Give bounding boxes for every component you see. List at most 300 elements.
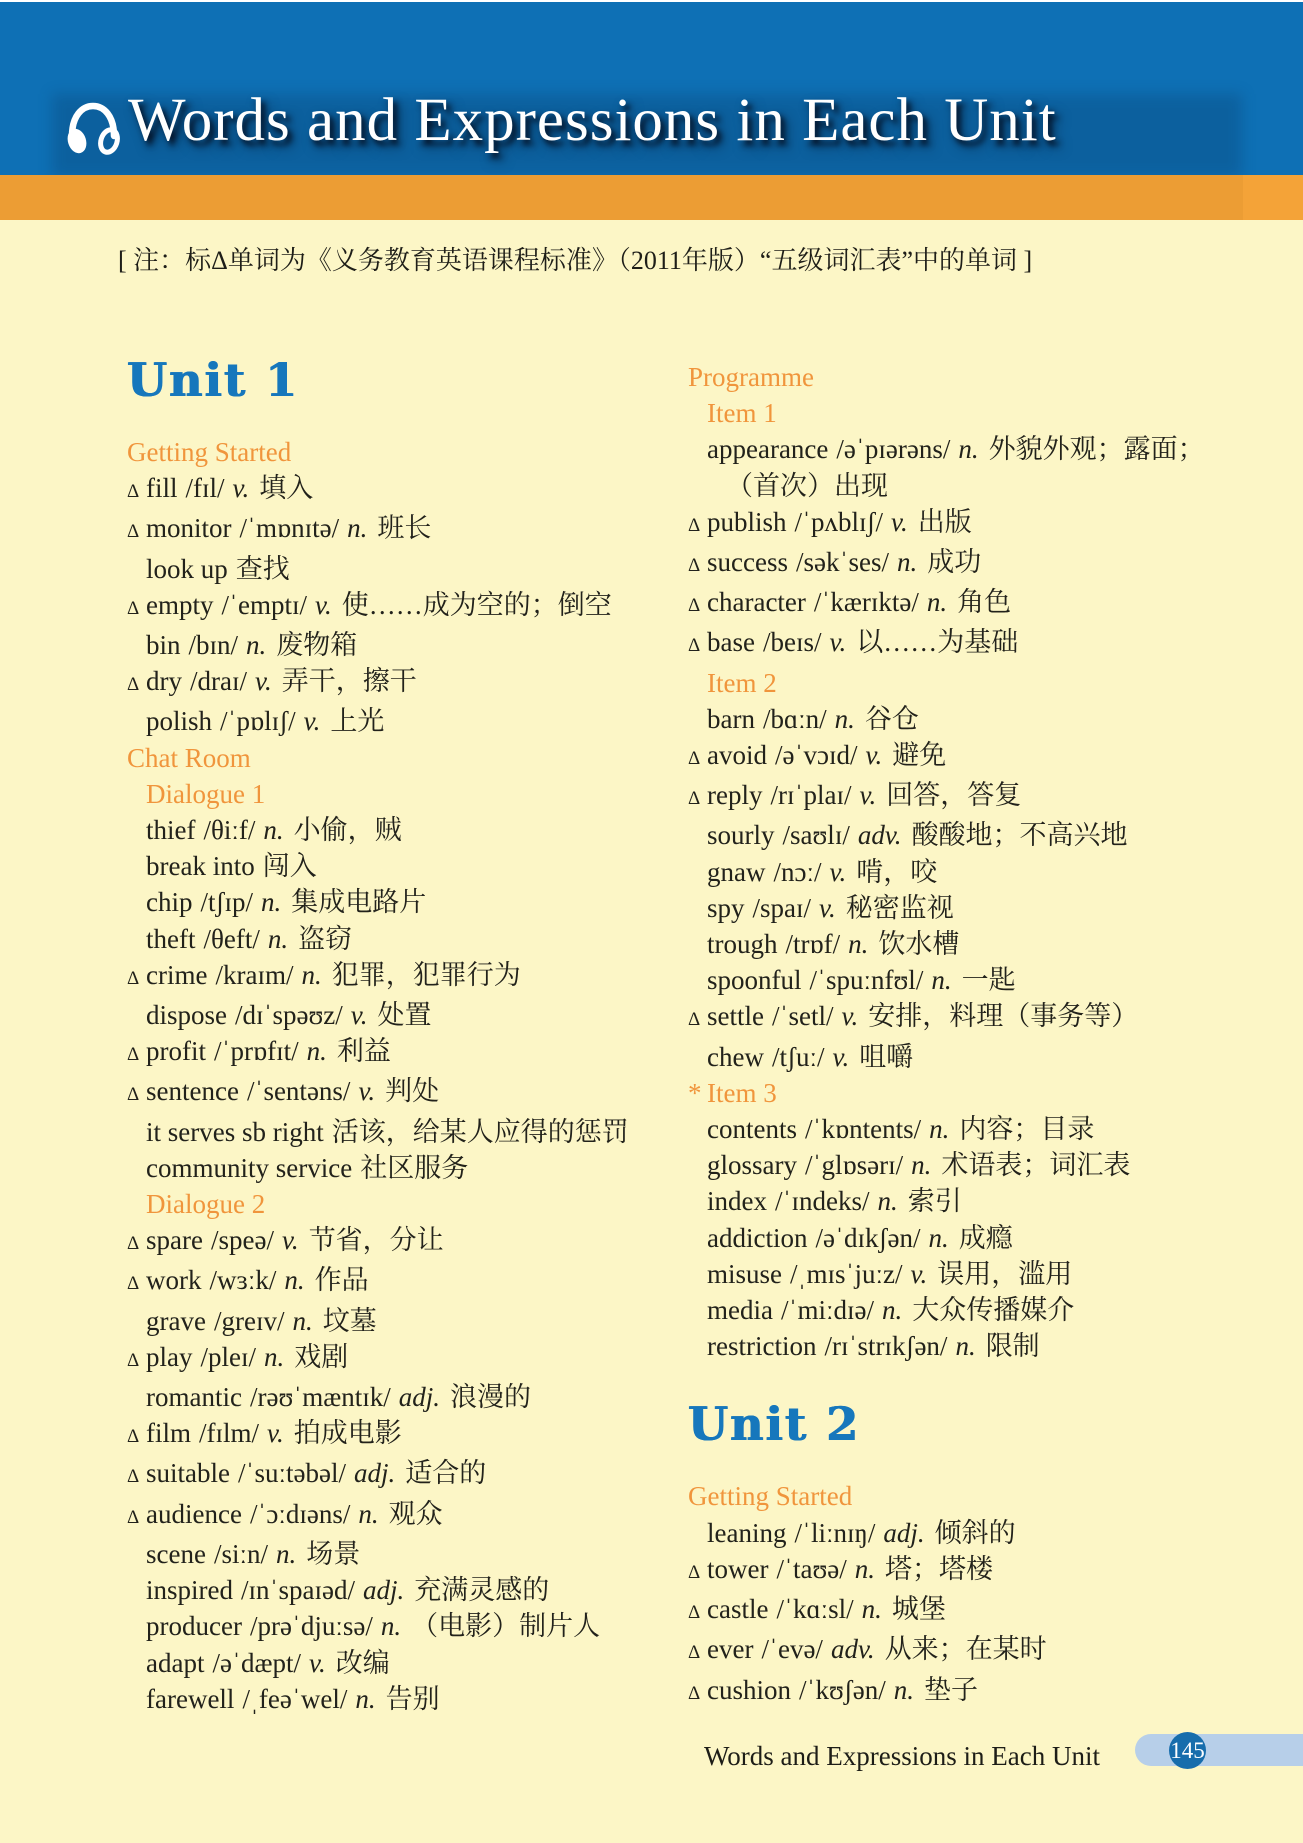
english-word: profit (146, 1036, 206, 1067)
vocab-entry (127, 627, 687, 663)
chinese-gloss: 适合的 (405, 1458, 487, 1489)
vocab-entry (688, 1256, 1288, 1292)
phonetic-transcription: /ˈprɒfɪt/ (214, 1036, 299, 1067)
phonetic-transcription: /fɪl/ (185, 473, 225, 504)
vocab-entry (127, 1645, 687, 1681)
phonetic-transcription: /ˈtaʊə/ (776, 1553, 847, 1584)
vocab-entry (688, 1515, 1288, 1551)
english-word: castle (707, 1594, 769, 1625)
english-word: fill (146, 473, 178, 504)
part-of-speech: n. (264, 1341, 285, 1372)
chinese-gloss: 处置 (377, 1000, 432, 1031)
vocab-entry (688, 817, 1288, 853)
part-of-speech: n. (284, 1265, 305, 1296)
chinese-gloss: 坟墓 (322, 1305, 377, 1336)
vocab-entry (688, 1111, 1288, 1147)
english-word: spoonful (707, 965, 802, 996)
english-word: inspired (146, 1575, 233, 1606)
phonetic-transcription: /rɪˈstrɪkʃən/ (824, 1331, 948, 1362)
part-of-speech: n. (931, 965, 952, 996)
part-of-speech: adj. (883, 1517, 925, 1548)
english-word: contents (707, 1114, 797, 1145)
page-number-pill (1135, 1734, 1303, 1766)
phonetic-transcription: /tʃɪp/ (200, 887, 253, 918)
chinese-gloss: 避免 (892, 740, 947, 771)
english-word: sourly (707, 820, 775, 851)
vocab-entry (127, 1536, 687, 1572)
phonetic-transcription: /wɜːk/ (209, 1265, 277, 1296)
phonetic-transcription: /ˈsentəns/ (246, 1076, 351, 1107)
vocab-entry (688, 1292, 1288, 1328)
chinese-gloss: 塔；塔楼 (885, 1553, 994, 1584)
delta-marker: Δ (127, 481, 140, 503)
chinese-gloss: 上光 (330, 706, 385, 737)
english-word: dry (146, 666, 182, 697)
phonetic-transcription: /ˈliːnɪŋ/ (794, 1517, 876, 1548)
english-word: thief (146, 815, 196, 846)
section-heading: Getting Started (127, 437, 292, 467)
phonetic-transcription: /ˌmɪsˈjuːz/ (790, 1258, 903, 1289)
english-word: polish (146, 706, 213, 737)
english-word: settle (707, 1001, 764, 1032)
subsection-label: Item 2 (707, 667, 777, 698)
phonetic-transcription: /bɪn/ (188, 630, 239, 661)
section-heading: Chat Room (127, 742, 251, 773)
english-word: ever (707, 1634, 754, 1665)
english-word: restriction (707, 1331, 817, 1362)
english-word: scene (146, 1538, 206, 1569)
english-word: tower (707, 1553, 769, 1584)
part-of-speech: v. (819, 892, 836, 923)
vocab-entry (127, 1114, 687, 1150)
subsection-label: Item 3 (707, 1077, 777, 1108)
vocab-entry (688, 544, 1288, 584)
english-word: audience (146, 1498, 242, 1529)
delta-marker: Δ (127, 1084, 140, 1106)
english-word: sentence (146, 1076, 239, 1107)
part-of-speech: n. (955, 1331, 976, 1362)
chinese-gloss: 班长 (377, 513, 432, 544)
delta-marker: Δ (688, 1642, 701, 1664)
chinese-gloss: 填入 (259, 473, 314, 504)
star-marker: * (688, 1077, 702, 1108)
subsection-heading (688, 395, 1288, 431)
chinese-gloss: 限制 (985, 1331, 1040, 1362)
section-heading: Programme (688, 362, 814, 392)
english-word: look up (146, 553, 228, 584)
chinese-gloss: 回答，答复 (886, 780, 1022, 811)
note-text: [ 注：标Δ单词为《义务教育英语课程标准》（2011年版）“五级词汇表”中的单词 ] (118, 246, 1033, 275)
part-of-speech: n. (958, 434, 979, 465)
english-word: spare (146, 1225, 203, 1256)
english-word: index (707, 1186, 767, 1217)
phonetic-transcription: /ˈpʌblɪʃ/ (794, 506, 884, 537)
english-word: trough (707, 929, 778, 960)
chinese-gloss: （首次）出现 (726, 470, 888, 501)
part-of-speech: n. (347, 513, 368, 544)
phonetic-transcription: /əˈpɪərəns/ (836, 434, 951, 465)
part-of-speech: v. (829, 627, 847, 658)
page-number: 145 (1169, 1732, 1206, 1769)
delta-marker: Δ (688, 514, 701, 536)
phonetic-transcription: /spaɪ/ (752, 892, 812, 923)
part-of-speech: v. (841, 1001, 859, 1032)
vocab-entry (127, 957, 687, 997)
chinese-gloss: 术语表；词汇表 (941, 1150, 1131, 1181)
vocab-entry (127, 1150, 687, 1186)
phonetic-transcription: /ˈɔːdɪəns/ (249, 1498, 351, 1529)
delta-marker: Δ (688, 635, 701, 657)
chinese-gloss: 集成电路片 (291, 887, 427, 918)
chinese-gloss: 外貌外观；露面； (988, 434, 1205, 465)
english-word: chip (146, 887, 193, 918)
chinese-gloss: 闯入 (262, 851, 317, 882)
phonetic-transcription: /ɪnˈspaɪəd/ (241, 1575, 355, 1606)
phonetic-transcription: /saʊlɪ/ (782, 820, 850, 851)
chinese-gloss: 改编 (335, 1647, 390, 1678)
vocab-entry (688, 1328, 1288, 1364)
part-of-speech: n. (928, 1222, 949, 1253)
phonetic-transcription: /səkˈses/ (795, 547, 889, 578)
part-of-speech: adj. (362, 1575, 405, 1606)
phonetic-transcription: /siːn/ (213, 1538, 268, 1569)
part-of-speech: n. (834, 703, 855, 734)
strip-shade (0, 175, 1243, 220)
subsection-heading (127, 776, 687, 812)
delta-marker: Δ (688, 555, 701, 577)
subsection-label: Dialogue 2 (146, 1189, 266, 1220)
chinese-gloss: 充满灵感的 (414, 1575, 550, 1606)
part-of-speech: n. (355, 1683, 376, 1714)
phonetic-transcription: /ˈkærɪktə/ (813, 587, 919, 618)
english-word: empty (146, 589, 214, 620)
subsection-heading (127, 1186, 687, 1222)
chinese-gloss: 弄干，擦干 (281, 666, 417, 697)
part-of-speech: n. (261, 887, 282, 918)
part-of-speech: n. (263, 815, 284, 846)
vocab-entry (688, 998, 1288, 1038)
phonetic-transcription: /tʃuː/ (771, 1041, 825, 1072)
part-of-speech: v. (314, 589, 332, 620)
vocab-entry (127, 587, 687, 627)
delta-marker: Δ (127, 1466, 140, 1488)
english-word: cushion (707, 1674, 791, 1705)
phonetic-transcription: /beɪs/ (762, 627, 822, 658)
part-of-speech: v. (832, 1041, 850, 1072)
vocab-entry (688, 431, 1288, 467)
phonetic-transcription: /ˈglɒsərɪ/ (805, 1150, 904, 1181)
part-of-speech: n. (380, 1611, 402, 1642)
section-heading: Getting Started (688, 1481, 853, 1512)
delta-marker: Δ (688, 1561, 701, 1583)
vocab-entry (127, 1303, 687, 1339)
chinese-gloss: 出版 (917, 506, 972, 537)
phonetic-transcription: /ˈsetl/ (771, 1001, 834, 1032)
english-word: it serves sb right (146, 1116, 324, 1147)
english-word: gnaw (707, 856, 766, 887)
phonetic-transcription: /ˈkɑːsl/ (776, 1594, 854, 1625)
english-word: adapt (146, 1647, 205, 1678)
part-of-speech: adv. (830, 1634, 875, 1665)
part-of-speech: n. (926, 587, 948, 618)
english-word: producer (146, 1611, 242, 1642)
vocab-entry (688, 624, 1288, 664)
chinese-gloss: 犯罪，犯罪行为 (331, 959, 521, 990)
vocab-entry (688, 1039, 1288, 1075)
phonetic-transcription: /fɪlm/ (199, 1418, 259, 1449)
chinese-gloss: 垫子 (924, 1674, 979, 1705)
english-word: community service (146, 1152, 353, 1183)
delta-marker: Δ (688, 788, 701, 810)
english-word: bin (146, 630, 181, 661)
vocab-entry (688, 1551, 1288, 1591)
vocab-entry (127, 470, 687, 510)
vocab-entry (688, 926, 1288, 962)
delta-marker: Δ (127, 1426, 140, 1448)
delta-marker: Δ (127, 1506, 140, 1528)
english-word: suitable (146, 1458, 230, 1489)
english-word: work (146, 1265, 202, 1296)
delta-marker: Δ (127, 597, 140, 619)
phonetic-transcription: /bɑːn/ (762, 703, 827, 734)
english-word: avoid (707, 740, 767, 771)
vocab-entry (688, 737, 1288, 777)
vocab-entry (127, 663, 687, 703)
phonetic-transcription: /prəˈdjuːsə/ (249, 1611, 373, 1642)
phonetic-transcription: /rəʊˈmæntɪk/ (249, 1382, 391, 1413)
subsection-heading (688, 665, 1288, 701)
delta-marker: Δ (127, 1233, 140, 1255)
chinese-gloss: 成瘾 (958, 1222, 1013, 1253)
part-of-speech: v. (254, 666, 272, 697)
vocab-entry (688, 854, 1288, 890)
chinese-gloss: 观众 (388, 1498, 443, 1529)
phonetic-transcription: /nɔː/ (773, 856, 822, 887)
phonetic-transcription: /ˈmɒnɪtə/ (239, 513, 340, 544)
part-of-speech: v. (358, 1076, 376, 1107)
chinese-gloss: 酸酸地；不高兴地 (911, 820, 1128, 851)
phonetic-transcription: /ˈsuːtəbəl/ (237, 1458, 346, 1489)
chinese-gloss: 内容；目录 (959, 1114, 1095, 1145)
part-of-speech: v. (865, 740, 883, 771)
vocab-entry (688, 701, 1288, 737)
vocab-entry (688, 584, 1288, 624)
vocab-entry (127, 812, 687, 848)
phonetic-transcription: /ˌfeəˈwel/ (242, 1683, 348, 1714)
page-header-band (0, 0, 1303, 175)
delta-marker: Δ (127, 1349, 140, 1371)
chinese-gloss: 废物箱 (276, 630, 358, 661)
delta-marker: Δ (127, 1273, 140, 1295)
delta-marker: Δ (688, 748, 701, 770)
part-of-speech: v. (232, 473, 250, 504)
english-word: misuse (707, 1258, 783, 1289)
part-of-speech: v. (350, 1000, 368, 1031)
delta-marker: Δ (127, 1044, 140, 1066)
vocab-entry (127, 703, 687, 739)
chinese-gloss: 场景 (306, 1538, 361, 1569)
part-of-speech: n. (358, 1498, 379, 1529)
part-of-speech: n. (854, 1553, 876, 1584)
part-of-speech: v. (303, 706, 321, 737)
english-word: theft (146, 923, 196, 954)
vocab-entry (688, 1220, 1288, 1256)
chinese-gloss: 索引 (907, 1186, 962, 1217)
english-word: farewell (146, 1683, 235, 1714)
chinese-gloss: 浪漫的 (450, 1382, 532, 1413)
chinese-gloss: 活该，给某人应得的惩罚 (331, 1116, 629, 1147)
phonetic-transcription: /ˈɪndeks/ (775, 1186, 870, 1217)
vocab-entry (127, 1496, 687, 1536)
part-of-speech: adj. (398, 1382, 441, 1413)
delta-marker: Δ (127, 967, 140, 989)
part-of-speech: n. (893, 1674, 915, 1705)
subsection-heading (688, 1075, 1288, 1111)
delta-marker: Δ (127, 674, 140, 696)
english-word: appearance (707, 434, 829, 465)
left-column (127, 352, 687, 1717)
vocab-entry (127, 1608, 687, 1644)
headphones-icon (62, 98, 124, 160)
part-of-speech: v. (859, 780, 877, 811)
part-of-speech: n. (301, 959, 322, 990)
phonetic-transcription: /ˈspuːnfʊl/ (809, 965, 924, 996)
part-of-speech: n. (877, 1186, 898, 1217)
english-word: play (146, 1341, 193, 1372)
chinese-gloss: 倾斜的 (934, 1517, 1016, 1548)
vocab-entry (127, 1262, 687, 1302)
chinese-gloss: 以……为基础 (856, 627, 1019, 658)
phonetic-transcription: /rɪˈplaɪ/ (770, 780, 852, 811)
part-of-speech: n. (929, 1114, 950, 1145)
english-word: character (707, 587, 806, 618)
chinese-gloss: 从来；在某时 (884, 1634, 1047, 1665)
chinese-gloss: 城堡 (891, 1594, 946, 1625)
part-of-speech: n. (848, 929, 869, 960)
part-of-speech: n. (246, 630, 267, 661)
vocab-entry (127, 1379, 687, 1415)
vocab-entry (127, 921, 687, 957)
english-word: publish (707, 506, 787, 537)
vocab-entry (688, 1591, 1288, 1631)
chinese-gloss: 啃，咬 (856, 856, 938, 887)
vocab-entry (688, 1147, 1288, 1183)
part-of-speech: n. (267, 923, 289, 954)
phonetic-transcription: /pleɪ/ (200, 1341, 256, 1372)
phonetic-transcription: /ˈemptɪ/ (221, 589, 307, 620)
english-word: addiction (707, 1222, 808, 1253)
phonetic-transcription: /trɒf/ (785, 929, 841, 960)
phonetic-transcription: /ˈkɒntents/ (804, 1114, 922, 1145)
english-word: break into (146, 851, 255, 882)
delta-marker: Δ (688, 1682, 701, 1704)
delta-marker: Δ (688, 1009, 701, 1031)
footer-label: Words and Expressions in Each Unit (703, 1741, 1100, 1771)
vocab-entry (127, 1572, 687, 1608)
vocab-entry (127, 848, 687, 884)
phonetic-transcription: /ˈevə/ (761, 1634, 823, 1665)
chinese-gloss: （电影）制片人 (411, 1611, 601, 1642)
chinese-gloss: 咀嚼 (859, 1041, 914, 1072)
part-of-speech: v. (829, 856, 847, 887)
chinese-gloss: 一匙 (961, 965, 1016, 996)
vocab-entry (127, 1415, 687, 1455)
vocab-entry (127, 551, 687, 587)
english-word: base (707, 627, 755, 658)
vocab-entry (688, 777, 1288, 817)
english-word: barn (707, 703, 755, 734)
chinese-gloss: 盗窃 (298, 923, 353, 954)
chinese-gloss: 社区服务 (360, 1152, 469, 1183)
part-of-speech: n. (896, 547, 918, 578)
part-of-speech: n. (292, 1305, 313, 1336)
vocab-entry (688, 504, 1288, 544)
chinese-gloss: 秘密监视 (845, 892, 954, 923)
chinese-gloss: 小偷，贼 (293, 815, 402, 846)
phonetic-transcription: /θiːf/ (203, 815, 256, 846)
vocab-entry (688, 1631, 1288, 1671)
english-word: romantic (146, 1382, 242, 1413)
part-of-speech: n. (911, 1150, 932, 1181)
part-of-speech: v. (267, 1418, 284, 1449)
right-column (688, 359, 1288, 1712)
chinese-gloss: 利益 (336, 1036, 391, 1067)
english-word: spy (707, 892, 745, 923)
english-word: monitor (146, 513, 232, 544)
page-title: Words and Expressions in Each Unit (128, 87, 1057, 154)
part-of-speech: adv. (857, 820, 902, 851)
vocab-entry (688, 1672, 1288, 1712)
part-of-speech: v. (891, 506, 908, 537)
chinese-gloss: 判处 (385, 1076, 440, 1107)
vocab-entry (127, 997, 687, 1033)
chinese-gloss: 作品 (314, 1265, 369, 1296)
chinese-gloss: 误用，滥用 (937, 1258, 1073, 1289)
vocab-entry (127, 1033, 687, 1073)
delta-marker: Δ (127, 521, 140, 543)
part-of-speech: n. (861, 1594, 882, 1625)
unit-heading: Unit 2 (688, 1397, 861, 1452)
part-of-speech: v. (281, 1225, 299, 1256)
vocab-entry (127, 884, 687, 920)
phonetic-transcription: /greɪv/ (213, 1305, 285, 1336)
phonetic-transcription: /draɪ/ (190, 666, 247, 697)
part-of-speech: adj. (353, 1458, 396, 1489)
phonetic-transcription: /dɪˈspəʊz/ (235, 1000, 343, 1031)
chinese-gloss: 谷仓 (864, 703, 919, 734)
part-of-speech: n. (275, 1538, 297, 1569)
part-of-speech: v. (308, 1647, 326, 1678)
vocab-entry (127, 1681, 687, 1717)
phonetic-transcription: /ˈmiːdɪə/ (780, 1295, 874, 1326)
phonetic-transcription: /speə/ (210, 1225, 274, 1256)
vocab-entry (127, 510, 687, 550)
phonetic-transcription: /əˈdæpt/ (212, 1647, 301, 1678)
english-word: media (707, 1295, 773, 1326)
chinese-gloss: 节省，分让 (308, 1225, 444, 1256)
chinese-gloss: 戏剧 (294, 1341, 349, 1372)
vocab-entry (688, 1183, 1288, 1219)
unit-heading: Unit 1 (127, 353, 300, 407)
delta-marker: Δ (688, 595, 701, 617)
phonetic-transcription: /əˈdɪkʃən/ (815, 1222, 921, 1253)
phonetic-transcription: /ˈkʊʃən/ (799, 1674, 886, 1705)
english-word: reply (707, 780, 763, 811)
subsection-label: Item 1 (707, 398, 777, 429)
chinese-gloss: 使……成为空的；倒空 (341, 589, 612, 620)
chinese-gloss: 角色 (957, 587, 1012, 618)
english-word: crime (146, 959, 208, 990)
